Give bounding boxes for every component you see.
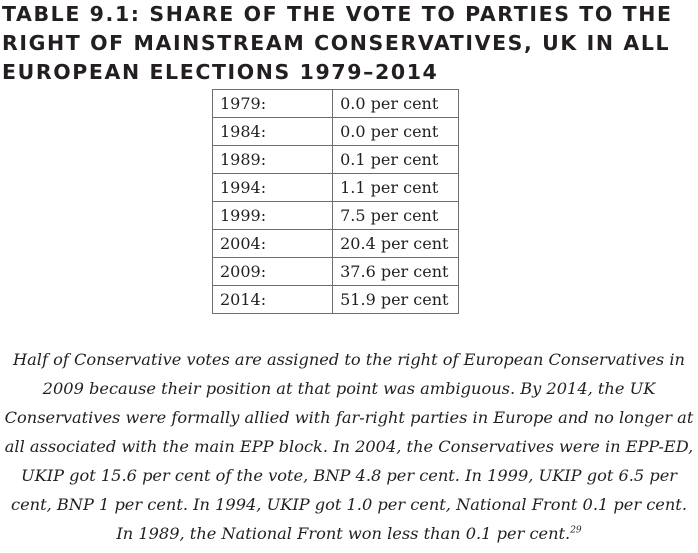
year-cell: 1999: — [213, 202, 333, 230]
share-cell: 1.1 per cent — [333, 174, 459, 202]
year-cell: 2014: — [213, 286, 333, 314]
year-cell: 1989: — [213, 146, 333, 174]
year-cell: 1979: — [213, 90, 333, 118]
share-cell: 7.5 per cent — [333, 202, 459, 230]
table-row — [213, 118, 459, 146]
table-row — [213, 230, 459, 258]
table-note — [4, 345, 694, 548]
table-row — [213, 174, 459, 202]
table-row — [213, 202, 459, 230]
share-cell: 0.0 per cent — [333, 90, 459, 118]
vote-share-table — [212, 89, 459, 314]
share-cell: 0.1 per cent — [333, 146, 459, 174]
year-cell: 1984: — [213, 118, 333, 146]
share-cell: 0.0 per cent — [333, 118, 459, 146]
footnote-reference: 29 — [570, 525, 582, 536]
table-row — [213, 286, 459, 314]
table-note-text: Half of Conservative votes are assigned to the right of European Conservatives in 2009 because their position at that point was ambiguous. By 2014, the UK Conservatives were formally allied with far-right parties in Europe and no longer at all associated with the main EPP block. In 2004, the Conservatives were in EPP-ED, UKIP got 15.6 per cent of the vote, BNP 4.8 per cent. In 1999, UKIP got 6.5 per cent, BNP 1 per cent. In 1994, UKIP got 1.0 per cent, National Front 0.1 per cent. In 1989, the National Front won less than 0.1 per cent. — [4, 350, 694, 543]
year-cell: 1994: — [213, 174, 333, 202]
year-cell: 2009: — [213, 258, 333, 286]
table-row — [213, 258, 459, 286]
year-cell: 2004: — [213, 230, 333, 258]
share-cell: 51.9 per cent — [333, 286, 459, 314]
table-row — [213, 146, 459, 174]
share-cell: 20.4 per cent — [333, 230, 459, 258]
table-row — [213, 90, 459, 118]
table-title: TABLE 9.1: SHARE OF THE VOTE TO PARTIES TO THE RIGHT OF MAINSTREAM CONSERVATIVES, UK IN ALL EUROPEAN ELECTIONS 1979–2014 — [2, 2, 673, 84]
share-cell: 37.6 per cent — [333, 258, 459, 286]
